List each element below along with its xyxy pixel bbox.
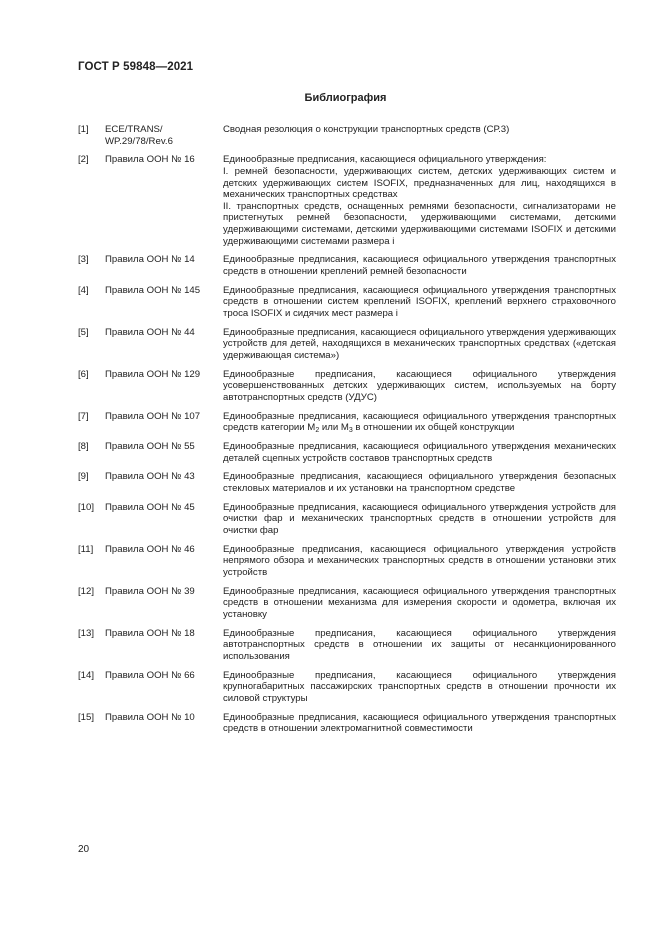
entry-description: Единообразные предписания, касающиеся официального утверждения транспортных средств в отношении механизма для измерения скорости и одометра, включая их установку [223, 585, 616, 620]
entry-source: Правила ООН № 46 [105, 543, 195, 555]
bibliography-entry [78, 327, 616, 362]
entry-description: Единообразные предписания, касающиеся официального утверждения механических деталей сцепных устройств составов транспортных средств [223, 440, 616, 464]
section-title: Библиография [304, 92, 387, 104]
entry-source: Правила ООН № 18 [105, 627, 195, 639]
document-header: ГОСТ Р 59848—2021 [78, 61, 194, 73]
entry-source: Правила ООН № 145 [105, 284, 201, 296]
bibliography-entry [78, 254, 616, 277]
entry-description: Единообразные предписания, касающиеся официального утверждения удерживающих устройств для детей, находящихся в механических транспортных средствах («детская удерживающая система») [223, 326, 616, 361]
entry-number: [4] [78, 284, 89, 296]
entry-number: [1] [78, 124, 89, 135]
entry-number: [12] [78, 585, 95, 597]
entry-number: [9] [78, 471, 89, 483]
entry-number: [13] [78, 627, 95, 639]
bibliography-entry [78, 628, 616, 663]
entry-description: Единообразные предписания, касающиеся официального утверждения безопасных стекловых материалов и их установки на транспортном средстве [223, 471, 616, 494]
entry-source: Правила ООН № 14 [105, 254, 195, 266]
entry-source: Правила ООН № 16 [105, 154, 195, 166]
entry-description [223, 411, 616, 434]
entry-number: [5] [78, 326, 89, 338]
entry-description: Единообразные предписания, касающиеся официального утверждения устройств непрямого обзора и механических транспортных средств в отношении установки этих устройств [223, 543, 616, 578]
entry-source: Правила ООН № 55 [105, 440, 195, 452]
entry-description [223, 154, 616, 247]
entry-source: Правила ООН № 129 [105, 368, 201, 380]
entry-source: Правила ООН № 66 [105, 669, 195, 681]
entry-description: Единообразные предписания, касающиеся официального утверждения устройств для очистки фар и механических транспортных средств в отношении устройств для очистки фар [223, 501, 616, 536]
bibliography-entry [78, 124, 616, 147]
entry-text: в отношении их общей конструкции [352, 422, 515, 434]
bibliography-entry [78, 471, 616, 494]
entry-number: [6] [78, 368, 89, 380]
entry-number: [10] [78, 501, 95, 513]
bibliography-entry [78, 502, 616, 537]
bibliography-entry [78, 154, 616, 247]
entry-number: [2] [78, 154, 89, 166]
entry-number: [15] [78, 711, 95, 723]
subscript: 3 [348, 427, 353, 435]
entry-intro: Единообразные предписания, касающиеся официального утверждения: [223, 154, 547, 166]
entry-description: Единообразные предписания, касающиеся официального утверждения транспортных средств в отношении креплений ремней безопасности [223, 254, 616, 277]
entry-number: [8] [78, 440, 89, 452]
entry-subitem: II. транспортных средств, оснащенных ремнями безопасности, сигнализаторами не пристегнутых ремней безопасности, удерживающими системами, детскими удерживающими системами, детскими удерживающими системами ISOFIX и детскими удерживающими системами размера i [223, 200, 616, 247]
entry-number: [14] [78, 669, 95, 681]
bibliography-entry [78, 586, 616, 621]
entry-text: или M [319, 422, 349, 434]
subscript: 2 [315, 427, 320, 435]
entry-source: Правила ООН № 44 [105, 326, 195, 338]
entry-source: Правила ООН № 45 [105, 501, 195, 513]
bibliography-entry [78, 369, 616, 404]
page-number: 20 [78, 844, 90, 855]
entry-description: Единообразные предписания, касающиеся официального утверждения транспортных средств в отношении систем креплений ISOFIX, креплений верхнего страховочного троса ISOFIX и сидячих мест размера i [223, 284, 616, 319]
entry-number: [3] [78, 254, 89, 266]
entry-source: Правила ООН № 10 [105, 711, 195, 723]
bibliography-entry [78, 712, 616, 735]
bibliography-entry [78, 544, 616, 579]
entry-description: Единообразные предписания, касающиеся официального утверждения автотранспортных средств в отношении их защиты от несанкционированного использования [223, 627, 616, 662]
entry-source: Правила ООН № 107 [105, 410, 201, 422]
entry-description: Единообразные предписания, касающиеся официального утверждения транспортных средств в отношении электромагнитной совместимости [223, 711, 616, 735]
entry-text: Единообразные предписания, касающиеся официального утверждения транспортных средств категории M [223, 410, 616, 434]
entry-description: Сводная резолюция о конструкции транспортных средств (СР.3) [223, 124, 510, 135]
entry-source: Правила ООН № 39 [105, 585, 195, 597]
bibliography-entry [78, 285, 616, 320]
bibliography-entry [78, 411, 616, 434]
bibliography-list [78, 124, 616, 742]
bibliography-entry [78, 670, 616, 705]
entry-subitem: I. ремней безопасности, удерживающих систем, детских удерживающих систем и детских удерживающих систем ISOFIX, предназначенных для лиц, находящихся в механических транспортных средствах [223, 165, 616, 201]
entry-number: [7] [78, 410, 89, 422]
entry-number: [11] [78, 543, 94, 555]
entry-source: ECE/TRANS/ WP.29/78/Rev.6 [105, 124, 173, 147]
bibliography-entry [78, 441, 616, 464]
entry-source: Правила ООН № 43 [105, 471, 195, 483]
entry-description: Единообразные предписания, касающиеся официального утверждения крупногабаритных пассажирских транспортных средств в отношении прочности их силовой структуры [223, 669, 616, 704]
entry-description: Единообразные предписания, касающиеся официального утверждения усовершенствованных детских удерживающих систем, используемых на борту автотранспортных средств (УДУС) [223, 368, 616, 403]
